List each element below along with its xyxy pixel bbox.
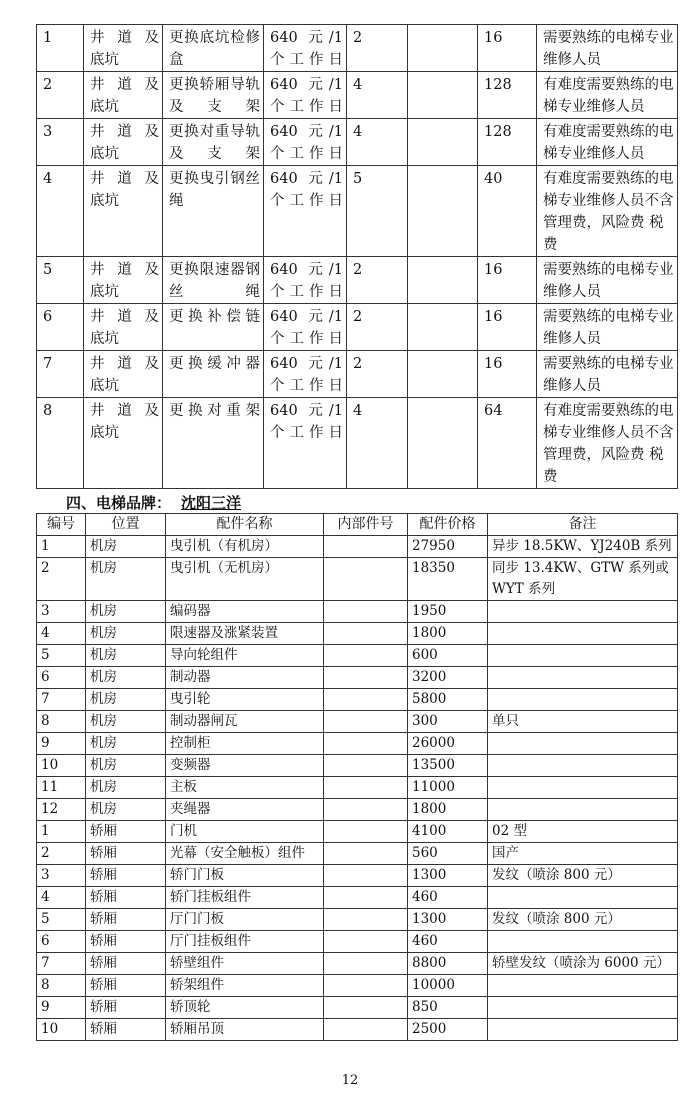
work-item-cell: 更换缓冲器 (163, 351, 264, 398)
column-header: 配件名称 (166, 514, 324, 536)
part-number-cell (324, 931, 408, 953)
row-number: 9 (37, 997, 86, 1019)
part-number-cell (324, 667, 408, 689)
total-cell: 40 (478, 166, 537, 257)
row-number: 1 (37, 25, 84, 72)
table-row (37, 733, 678, 755)
total-cell: 16 (478, 351, 537, 398)
price-cell: 850 (408, 997, 488, 1019)
table-row (37, 865, 678, 887)
row-number: 2 (37, 72, 84, 119)
table-row (37, 25, 678, 72)
row-number: 4 (37, 623, 86, 645)
table-row (37, 536, 678, 558)
note-cell (488, 887, 678, 909)
table-row (37, 799, 678, 821)
part-name-cell: 曳引机（有机房） (166, 536, 324, 558)
table-row (37, 975, 678, 997)
table-row (37, 843, 678, 865)
part-number-cell (324, 953, 408, 975)
table-row (37, 821, 678, 843)
note-cell: 单只 (488, 711, 678, 733)
price-cell: 27950 (408, 536, 488, 558)
part-name-cell: 制动器闸瓦 (166, 711, 324, 733)
location-cell: 轿厢 (86, 997, 166, 1019)
location-cell: 机房 (86, 536, 166, 558)
row-number: 5 (37, 909, 86, 931)
note-cell: 发纹（喷涂 800 元） (488, 865, 678, 887)
location-cell: 机房 (86, 711, 166, 733)
note-cell (488, 755, 678, 777)
price-cell: 26000 (408, 733, 488, 755)
row-number: 10 (37, 1019, 86, 1041)
column-header: 内部件号 (324, 514, 408, 536)
note-cell: 有难度需要熟练的电梯专业维修人员 (537, 72, 678, 119)
location-cell: 轿厢 (86, 821, 166, 843)
unit-price-cell: 640 元/1个工作日 (264, 72, 347, 119)
part-number-cell (324, 777, 408, 799)
part-name-cell: 轿厢吊顶 (166, 1019, 324, 1041)
table-row (37, 909, 678, 931)
note-cell (488, 997, 678, 1019)
part-number-cell (324, 558, 408, 601)
row-number: 1 (37, 821, 86, 843)
location-cell: 轿厢 (86, 953, 166, 975)
note-cell (488, 1019, 678, 1041)
row-number: 4 (37, 887, 86, 909)
location-cell: 机房 (86, 799, 166, 821)
price-cell: 1300 (408, 865, 488, 887)
location-cell: 机房 (86, 755, 166, 777)
table-row (37, 1019, 678, 1041)
price-cell: 10000 (408, 975, 488, 997)
row-number: 3 (37, 865, 86, 887)
row-number: 6 (37, 931, 86, 953)
table-row (37, 166, 678, 257)
blank-cell (408, 119, 478, 166)
part-name-cell: 轿壁组件 (166, 953, 324, 975)
price-cell: 1800 (408, 799, 488, 821)
row-number: 9 (37, 733, 86, 755)
part-number-cell (324, 711, 408, 733)
row-number: 2 (37, 558, 86, 601)
note-cell: 轿壁发纹（喷涂为 6000 元） (488, 953, 678, 975)
table-row (37, 119, 678, 166)
unit-price-cell: 640 元/1个工作日 (264, 119, 347, 166)
row-number: 10 (37, 755, 86, 777)
price-cell: 1800 (408, 623, 488, 645)
location-cell: 机房 (86, 558, 166, 601)
days-cell: 2 (347, 351, 408, 398)
note-cell: 需要熟练的电梯专业维修人员 (537, 351, 678, 398)
unit-price-cell: 640 元/1个工作日 (264, 398, 347, 489)
part-number-cell (324, 645, 408, 667)
location-cell: 井 道 及 底坑 (84, 304, 163, 351)
row-number: 3 (37, 119, 84, 166)
part-name-cell: 变频器 (166, 755, 324, 777)
row-number: 11 (37, 777, 86, 799)
location-cell: 机房 (86, 689, 166, 711)
days-cell: 5 (347, 166, 408, 257)
row-number: 2 (37, 843, 86, 865)
location-cell: 机房 (86, 623, 166, 645)
part-name-cell: 导向轮组件 (166, 645, 324, 667)
work-item-cell: 更换补偿链 (163, 304, 264, 351)
part-name-cell: 编码器 (166, 601, 324, 623)
location-cell: 轿厢 (86, 975, 166, 997)
location-cell: 轿厢 (86, 931, 166, 953)
part-name-cell: 主板 (166, 777, 324, 799)
part-name-cell: 厅门门板 (166, 909, 324, 931)
part-name-cell: 轿顶轮 (166, 997, 324, 1019)
note-cell: 异步 18.5KW、YJ240B 系列 (488, 536, 678, 558)
header-row (37, 514, 678, 536)
total-cell: 16 (478, 257, 537, 304)
price-cell: 13500 (408, 755, 488, 777)
location-cell: 井 道 及 底坑 (84, 25, 163, 72)
work-item-cell: 更换对重导轨及支架 (163, 119, 264, 166)
part-number-cell (324, 733, 408, 755)
table-row (37, 755, 678, 777)
note-cell: 需要熟练的电梯专业维修人员 (537, 304, 678, 351)
price-cell: 560 (408, 843, 488, 865)
price-cell: 460 (408, 931, 488, 953)
part-name-cell: 轿门挂板组件 (166, 887, 324, 909)
row-number: 8 (37, 711, 86, 733)
brand-name: 沈阳三洋 (181, 494, 242, 512)
table-row (37, 257, 678, 304)
note-cell (488, 645, 678, 667)
table-row (37, 711, 678, 733)
part-number-cell (324, 755, 408, 777)
blank-cell (408, 25, 478, 72)
note-cell (488, 601, 678, 623)
blank-cell (408, 398, 478, 489)
row-number: 7 (37, 953, 86, 975)
row-number: 7 (37, 689, 86, 711)
note-cell: 02 型 (488, 821, 678, 843)
row-number: 6 (37, 667, 86, 689)
location-cell: 轿厢 (86, 887, 166, 909)
price-cell: 5800 (408, 689, 488, 711)
part-name-cell: 夹绳器 (166, 799, 324, 821)
table-row (37, 398, 678, 489)
row-number: 3 (37, 601, 86, 623)
blank-cell (408, 257, 478, 304)
price-cell: 600 (408, 645, 488, 667)
part-number-cell (324, 536, 408, 558)
part-number-cell (324, 843, 408, 865)
row-number: 5 (37, 645, 86, 667)
total-cell: 128 (478, 119, 537, 166)
location-cell: 井 道 及 底坑 (84, 257, 163, 304)
table-row (37, 601, 678, 623)
price-cell: 1300 (408, 909, 488, 931)
note-cell: 有难度需要熟练的电梯专业维修人员不含管理费，风险费 税费 (537, 166, 678, 257)
work-item-cell: 更换轿厢导轨及支架 (163, 72, 264, 119)
note-cell: 需要熟练的电梯专业维修人员 (537, 257, 678, 304)
note-cell (488, 667, 678, 689)
note-cell: 国产 (488, 843, 678, 865)
part-number-cell (324, 821, 408, 843)
row-number: 12 (37, 799, 86, 821)
unit-price-cell: 640 元/1个工作日 (264, 166, 347, 257)
note-cell: 有难度需要熟练的电梯专业维修人员不含管理费，风险费 税费 (537, 398, 678, 489)
price-cell: 300 (408, 711, 488, 733)
part-name-cell: 光幕（安全触板）组件 (166, 843, 324, 865)
location-cell: 机房 (86, 645, 166, 667)
location-cell: 机房 (86, 733, 166, 755)
table-row (37, 931, 678, 953)
part-name-cell: 厅门挂板组件 (166, 931, 324, 953)
table-row (37, 777, 678, 799)
parts-price-table (36, 513, 678, 1041)
note-cell (488, 733, 678, 755)
labor-cost-table (36, 24, 678, 489)
part-name-cell: 曳引轮 (166, 689, 324, 711)
note-cell: 有难度需要熟练的电梯专业维修人员 (537, 119, 678, 166)
row-number: 7 (37, 351, 84, 398)
unit-price-cell: 640 元/1个工作日 (264, 351, 347, 398)
table-row (37, 72, 678, 119)
days-cell: 2 (347, 25, 408, 72)
table-row (37, 558, 678, 601)
unit-price-cell: 640 元/1个工作日 (264, 304, 347, 351)
column-header: 位置 (86, 514, 166, 536)
row-number: 8 (37, 975, 86, 997)
part-number-cell (324, 1019, 408, 1041)
location-cell: 机房 (86, 777, 166, 799)
part-number-cell (324, 689, 408, 711)
location-cell: 轿厢 (86, 843, 166, 865)
column-header: 编号 (37, 514, 86, 536)
part-number-cell (324, 997, 408, 1019)
note-cell (488, 623, 678, 645)
part-number-cell (324, 975, 408, 997)
part-name-cell: 曳引机（无机房） (166, 558, 324, 601)
note-cell (488, 689, 678, 711)
location-cell: 井 道 及 底坑 (84, 398, 163, 489)
blank-cell (408, 351, 478, 398)
note-cell: 发纹（喷涂 800 元） (488, 909, 678, 931)
price-cell: 11000 (408, 777, 488, 799)
table-row (37, 997, 678, 1019)
note-cell (488, 799, 678, 821)
location-cell: 井 道 及 底坑 (84, 119, 163, 166)
days-cell: 4 (347, 72, 408, 119)
table-row (37, 623, 678, 645)
price-cell: 18350 (408, 558, 488, 601)
row-number: 6 (37, 304, 84, 351)
brand-heading (66, 492, 245, 513)
days-cell: 4 (347, 398, 408, 489)
page-number: 12 (341, 1073, 359, 1088)
location-cell: 机房 (86, 667, 166, 689)
part-number-cell (324, 909, 408, 931)
blank-cell (408, 72, 478, 119)
table-row (37, 887, 678, 909)
location-cell: 井 道 及 底坑 (84, 351, 163, 398)
price-cell: 460 (408, 887, 488, 909)
work-item-cell: 更换曳引钢丝绳 (163, 166, 264, 257)
note-cell: 需要熟练的电梯专业维修人员 (537, 25, 678, 72)
note-cell (488, 777, 678, 799)
days-cell: 4 (347, 119, 408, 166)
part-name-cell: 门机 (166, 821, 324, 843)
part-number-cell (324, 601, 408, 623)
location-cell: 井 道 及 底坑 (84, 166, 163, 257)
work-item-cell: 更换限速器钢丝绳 (163, 257, 264, 304)
blank-cell (408, 166, 478, 257)
row-number: 5 (37, 257, 84, 304)
part-name-cell: 轿门门板 (166, 865, 324, 887)
part-number-cell (324, 799, 408, 821)
table-row (37, 351, 678, 398)
days-cell: 2 (347, 304, 408, 351)
location-cell: 井 道 及 底坑 (84, 72, 163, 119)
location-cell: 机房 (86, 601, 166, 623)
total-cell: 16 (478, 25, 537, 72)
part-name-cell: 限速器及涨紧装置 (166, 623, 324, 645)
total-cell: 128 (478, 72, 537, 119)
total-cell: 64 (478, 398, 537, 489)
work-item-cell: 更换对重架 (163, 398, 264, 489)
price-cell: 8800 (408, 953, 488, 975)
row-number: 1 (37, 536, 86, 558)
total-cell: 16 (478, 304, 537, 351)
row-number: 8 (37, 398, 84, 489)
part-number-cell (324, 865, 408, 887)
unit-price-cell: 640 元/1个工作日 (264, 25, 347, 72)
row-number: 4 (37, 166, 84, 257)
blank-cell (408, 304, 478, 351)
price-cell: 1950 (408, 601, 488, 623)
part-name-cell: 控制柜 (166, 733, 324, 755)
location-cell: 轿厢 (86, 909, 166, 931)
table-row (37, 667, 678, 689)
table-row (37, 953, 678, 975)
days-cell: 2 (347, 257, 408, 304)
table-row (37, 689, 678, 711)
table-row (37, 304, 678, 351)
note-cell: 同步 13.4KW、GTW 系列或 WYT 系列 (488, 558, 678, 601)
price-cell: 2500 (408, 1019, 488, 1041)
price-cell: 3200 (408, 667, 488, 689)
column-header: 配件价格 (408, 514, 488, 536)
column-header: 备注 (488, 514, 678, 536)
part-number-cell (324, 887, 408, 909)
part-name-cell: 轿架组件 (166, 975, 324, 997)
location-cell: 轿厢 (86, 1019, 166, 1041)
work-item-cell: 更换底坑检修盒 (163, 25, 264, 72)
note-cell (488, 975, 678, 997)
part-name-cell: 制动器 (166, 667, 324, 689)
unit-price-cell: 640 元/1个工作日 (264, 257, 347, 304)
location-cell: 轿厢 (86, 865, 166, 887)
table-row (37, 645, 678, 667)
brand-label: 四、电梯品牌： (66, 494, 172, 512)
price-cell: 4100 (408, 821, 488, 843)
part-number-cell (324, 623, 408, 645)
note-cell (488, 931, 678, 953)
